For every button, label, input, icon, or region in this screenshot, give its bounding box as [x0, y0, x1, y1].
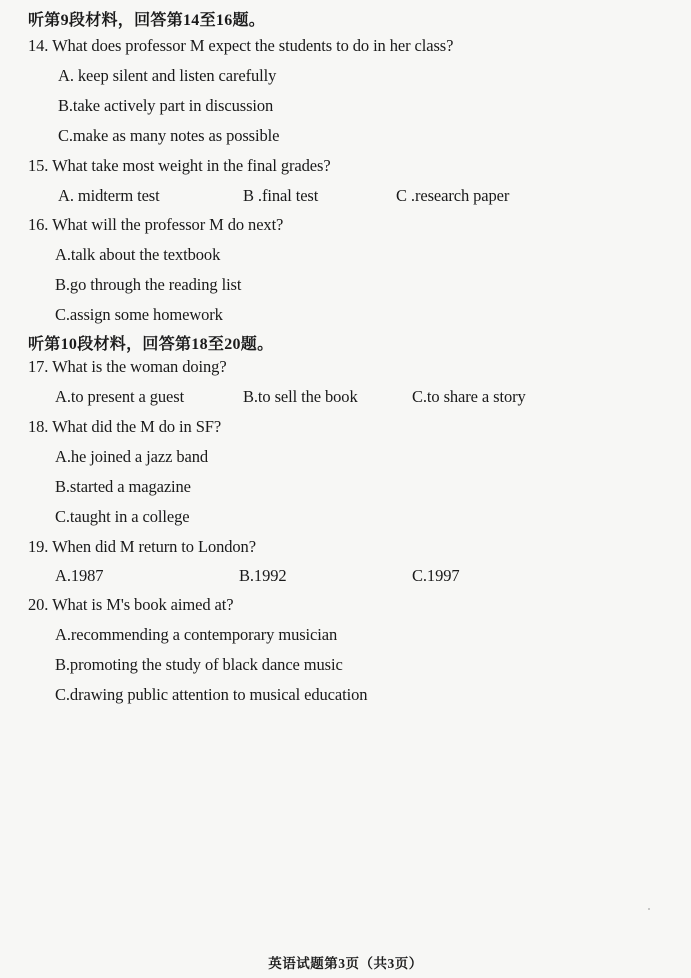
question-number: 18.: [28, 417, 49, 436]
question-text: What take most weight in the final grades?: [52, 156, 331, 175]
option-17-a: A.to present a guest: [55, 387, 185, 406]
question-text: What is M's book aimed at?: [52, 595, 234, 614]
question-19: [28, 537, 256, 557]
question-text: What did the M do in SF?: [52, 417, 222, 436]
question-number: 16.: [28, 215, 49, 234]
question-number: 15.: [28, 156, 49, 175]
option-18-c: C.taught in a college: [55, 507, 190, 526]
option-15-a: A. midterm test: [58, 186, 160, 205]
question-number: 14.: [28, 36, 49, 55]
question-14: [28, 36, 453, 56]
question-text: What is the woman doing?: [52, 357, 227, 376]
option-18-a: A.he joined a jazz band: [55, 447, 209, 466]
question-17: [28, 357, 227, 377]
option-19-a: A.1987: [55, 566, 104, 585]
question-18: [28, 417, 221, 437]
section-heading-1: 听第9段材料，回答第14至16题。: [28, 12, 266, 29]
question-text: What does professor M expect the students to do in her class?: [52, 36, 454, 55]
option-16-a: A.talk about the textbook: [55, 245, 221, 264]
option-20-b: B.promoting the study of black dance music: [55, 655, 343, 674]
option-14-a: A. keep silent and listen carefully: [58, 66, 277, 85]
question-number: 20.: [28, 595, 49, 614]
question-text: When did M return to London?: [52, 537, 256, 556]
option-16-c: C.assign some homework: [55, 305, 223, 324]
question-15: [28, 156, 331, 176]
option-18-b: B.started a magazine: [55, 477, 191, 496]
question-text: What will the professor M do next?: [52, 215, 284, 234]
option-19-c: C.1997: [412, 566, 460, 585]
option-14-b: B.take actively part in discussion: [58, 96, 274, 115]
option-15-b: B .final test: [243, 186, 319, 205]
option-15-c: C .research paper: [396, 186, 510, 205]
page-footer: 英语试题第3页（共3页）: [268, 956, 423, 971]
option-17-b: B.to sell the book: [243, 387, 358, 406]
question-number: 19.: [28, 537, 49, 556]
option-20-c: C.drawing public attention to musical education: [55, 685, 368, 704]
option-14-c: C.make as many notes as possible: [58, 126, 280, 145]
question-16: [28, 215, 283, 235]
scan-speck: [648, 908, 650, 910]
question-20: [28, 595, 233, 615]
option-17-c: C.to share a story: [412, 387, 526, 406]
section-heading-2: 听第10段材料，回答第18至20题。: [28, 336, 274, 353]
option-16-b: B.go through the reading list: [55, 275, 242, 294]
option-20-a: A.recommending a contemporary musician: [55, 625, 338, 644]
question-number: 17.: [28, 357, 49, 376]
option-19-b: B.1992: [239, 566, 287, 585]
